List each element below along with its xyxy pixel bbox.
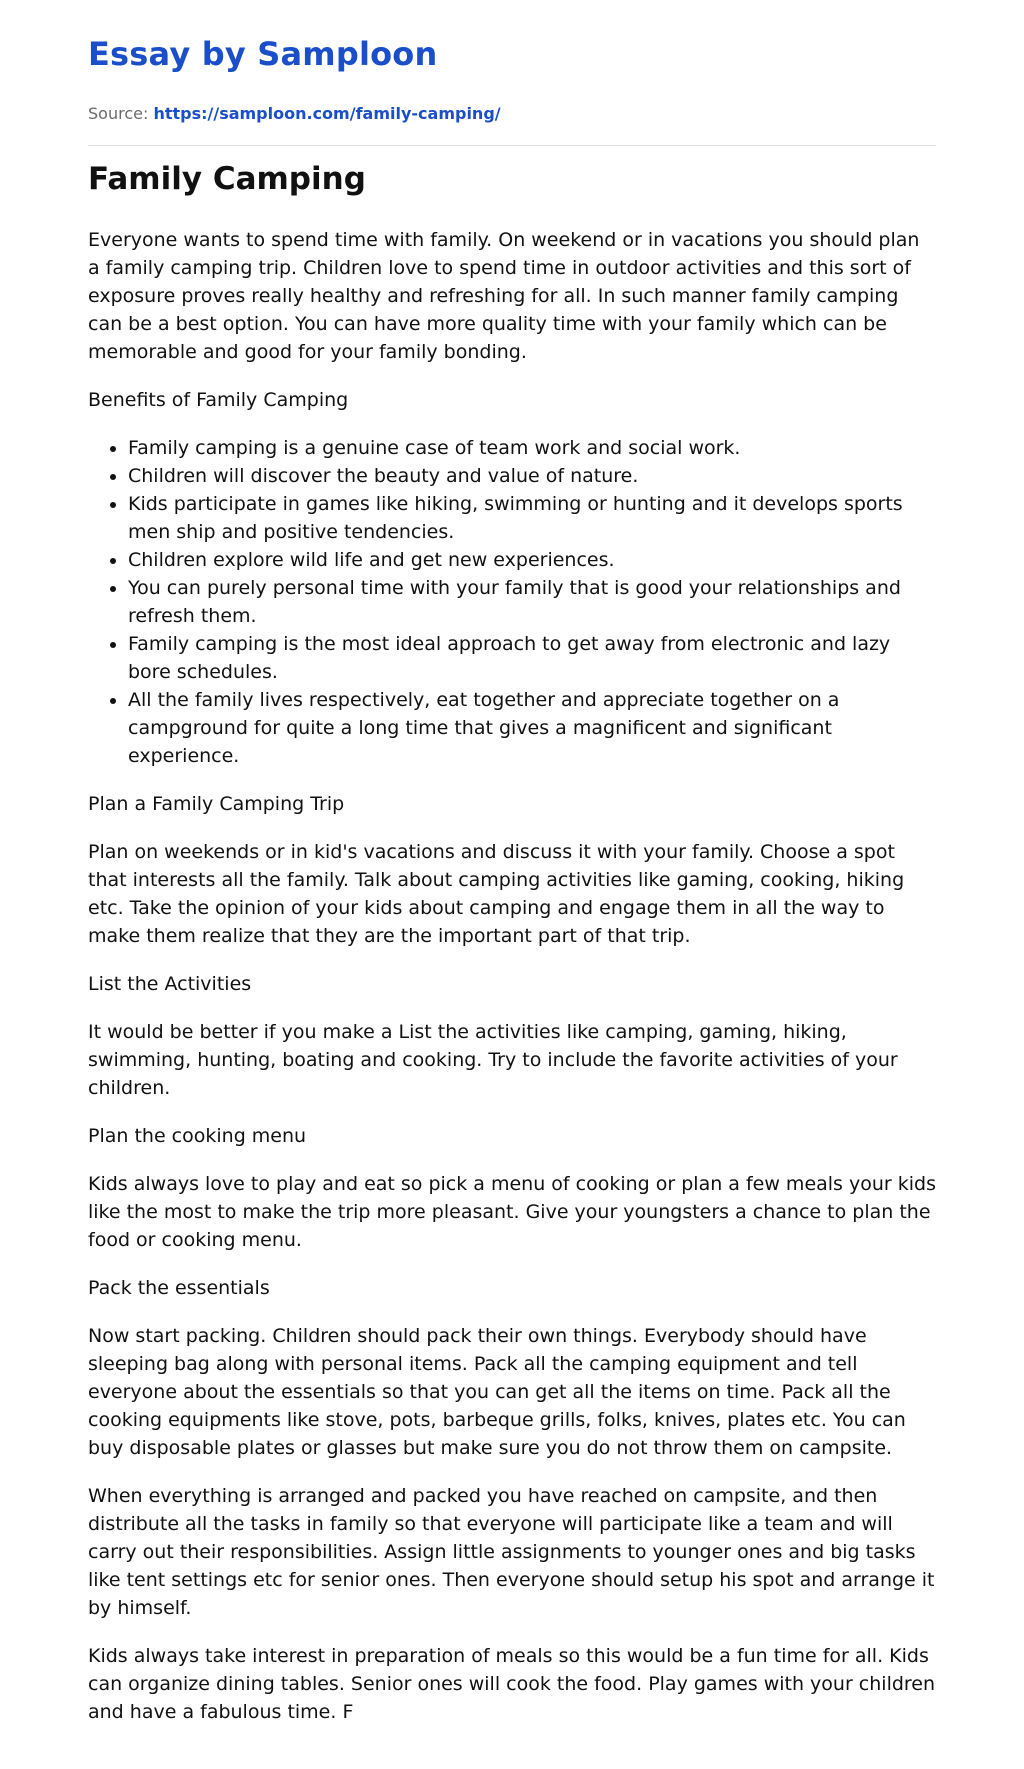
source-line	[88, 104, 936, 124]
list-item: • Family camping is a genuine case of team work and social work.	[128, 434, 936, 462]
essay-title: Family Camping	[88, 161, 366, 197]
source-label: Source:	[88, 104, 149, 123]
activities-heading: List the Activities	[88, 973, 252, 995]
list-item: • You can purely personal time with your family that is good your relationships and refresh them.	[128, 574, 936, 630]
plan-paragraph: Plan on weekends or in kid's vacations and discuss it with your family. Choose a spot that interests all the family. Talk about camping activities like gaming, cooking, hiking etc. Take the opinion of your kids about camping and engage them in all the way to make them realize that they are the important part of that trip.	[88, 841, 905, 947]
site-title: Essay by Samploon	[88, 35, 438, 73]
essay-body	[88, 226, 936, 1726]
pack-heading: Pack the essentials	[88, 1277, 270, 1299]
source-link[interactable]: https://samploon.com/family-camping/	[153, 104, 501, 123]
benefits-list	[88, 434, 936, 770]
list-item: • Kids participate in games like hiking, swimming or hunting and it develops sports men ship and positive tendencies.	[128, 490, 936, 546]
plan-heading: Plan a Family Camping Trip	[88, 793, 345, 815]
list-item: • All the family lives respectively, eat together and appreciate together on a campground for quite a long time that gives a magnificent and significant experience.	[128, 686, 936, 770]
menu-heading: Plan the cooking menu	[88, 1125, 307, 1147]
meals-paragraph: Kids always take interest in preparation of meals so this would be a fun time for all. Kids can organize dining tables. Senior ones will cook the food. Play games with your children and have a fabulous time. F	[88, 1645, 936, 1723]
campsite-paragraph: When everything is arranged and packed you have reached on campsite, and then distribute all the tasks in family so that everyone will participate like a team and will carry out their responsibilities. Assign little assignments to younger ones and big tasks like tent settings etc for senior ones. Then everyone should setup his spot and arrange it by himself.	[88, 1485, 935, 1619]
benefits-heading: Benefits of Family Camping	[88, 389, 349, 411]
menu-paragraph: Kids always love to play and eat so pick a menu of cooking or plan a few meals your kids like the most to make the trip more pleasant. Give your youngsters a chance to plan the food or cooking menu.	[88, 1173, 936, 1251]
list-item: • Children explore wild life and get new experiences.	[128, 546, 936, 574]
list-item: • Children will discover the beauty and value of nature.	[128, 462, 936, 490]
pack-paragraph: Now start packing. Children should pack their own things. Everybody should have sleeping bag along with personal items. Pack all the camping equipment and tell everyone about the essentials so that you can get all the items on time. Pack all the cooking equipments like stove, pots, barbeque grills, folks, knives, plates etc. You can buy disposable plates or glasses but make sure you do not throw them on campsite.	[88, 1325, 906, 1459]
list-item: • Family camping is the most ideal approach to get away from electronic and lazy bore schedules.	[128, 630, 936, 686]
header-divider	[88, 145, 936, 146]
activities-paragraph: It would be better if you make a List the activities like camping, gaming, hiking, swimming, hunting, boating and cooking. Try to include the favorite activities of your children.	[88, 1021, 898, 1099]
intro-paragraph: Everyone wants to spend time with family. On weekend or in vacations you should plan a family camping trip. Children love to spend time in outdoor activities and this sort of exposure proves really healthy and refreshing for all. In such manner family camping can be a best option. You can have more quality time with your family which can be memorable and good for your family bonding.	[88, 229, 920, 363]
